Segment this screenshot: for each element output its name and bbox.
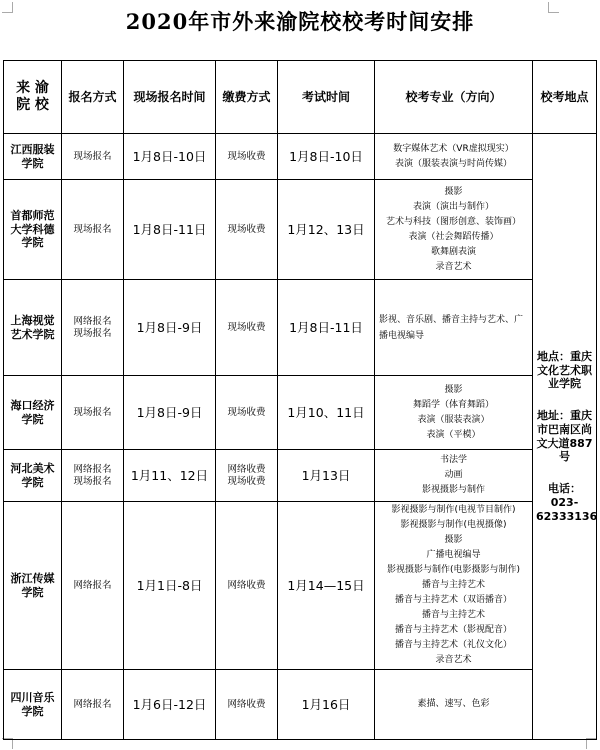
table-row: [4, 376, 597, 450]
fee-method-line: 现场收费: [227, 406, 266, 418]
fee-method-cell: [216, 502, 278, 670]
exam-time-cell: 1月10、11日: [278, 376, 375, 450]
register-method-line: 现场报名: [73, 475, 112, 487]
major-line: 播音与主持艺术: [421, 580, 485, 590]
fee-method-line: 现场收费: [227, 475, 266, 487]
school-name-cell: 四川音乐学院: [4, 670, 62, 740]
major-line: 舞蹈学（体育舞蹈）: [412, 399, 494, 410]
header-fee-method: 缴费方式: [216, 61, 278, 134]
majors-cell: [375, 134, 533, 180]
register-method-cell: [62, 376, 124, 450]
major-line: 摄影: [444, 384, 463, 395]
school-name-cell: 江西服装学院: [4, 134, 62, 180]
onsite-time-cell: 1月1日-8日: [124, 502, 216, 670]
table-row: [4, 450, 597, 502]
register-method-line: 现场报名: [73, 223, 112, 235]
major-line: 影视摄影与制作(电影摄影与制作): [386, 565, 521, 575]
register-method-cell: [62, 280, 124, 376]
header-school: 来 渝 院 校: [4, 61, 62, 134]
major-line: 录音艺术: [435, 261, 472, 272]
spacer: [536, 464, 593, 482]
onsite-time-cell: 1月6日-12日: [124, 670, 216, 740]
major-line: 表演（平模）: [426, 429, 481, 440]
major-line: 播音与主持艺术（礼仪文化）: [394, 640, 512, 650]
major-line: 数字媒体艺术（VR虚拟现实）: [393, 143, 514, 154]
school-name-cell: 首都师范大学科德学院: [4, 180, 62, 280]
onsite-time-cell: 1月8日-11日: [124, 180, 216, 280]
onsite-time-cell: 1月11、12日: [124, 450, 216, 502]
majors-cell: [375, 280, 533, 376]
header-register-method: 报名方式: [62, 61, 124, 134]
major-line: 摄影: [444, 535, 463, 545]
fee-method-line: 网络收费: [227, 579, 266, 591]
school-name-cell: 浙江传媒学院: [4, 502, 62, 670]
fee-method-cell: [216, 280, 278, 376]
register-method-line: 网络报名: [73, 579, 112, 591]
header-location: 校考地点: [533, 61, 597, 134]
exam-time-cell: 1月8日-11日: [278, 280, 375, 376]
major-line: 播音与主持艺术: [421, 610, 485, 620]
register-method-cell: [62, 134, 124, 180]
table-header-row: [4, 61, 597, 134]
school-name-cell: 海口经济学院: [4, 376, 62, 450]
exam-time-cell: 1月12、13日: [278, 180, 375, 280]
table-row: [4, 134, 597, 180]
fee-method-cell: [216, 670, 278, 740]
location-cell: [533, 134, 597, 740]
location-phone: 电话：023-62333136: [536, 482, 598, 523]
register-method-line: 现场报名: [73, 327, 112, 339]
register-method-cell: [62, 670, 124, 740]
location-address: 地址：重庆市巴南区尚文大道887号: [536, 409, 593, 464]
majors-cell: [375, 502, 533, 670]
register-method-line: 现场报名: [73, 150, 112, 162]
major-line: 影视、音乐剧、播音主持与艺术、广播电视编导: [379, 314, 524, 341]
register-method-line: 现场报名: [73, 406, 112, 418]
school-name-cell: 河北美术学院: [4, 450, 62, 502]
major-line: 影视摄影与制作: [421, 485, 485, 495]
fee-method-line: 现场收费: [227, 223, 266, 235]
fee-method-line: 网络收费: [227, 698, 266, 710]
major-line: 歌舞剧表演: [430, 246, 476, 257]
major-line: 影视摄影与制作(电视节目制作): [391, 505, 516, 515]
location-place: 地点：重庆文化艺术职业学院: [537, 349, 592, 391]
register-method-line: 网络报名: [73, 698, 112, 710]
fee-method-cell: [216, 450, 278, 502]
exam-time-cell: 1月13日: [278, 450, 375, 502]
major-line: 录音艺术: [435, 655, 472, 665]
register-method-cell: [62, 502, 124, 670]
fee-method-line: 现场收费: [227, 321, 266, 333]
major-line: 表演（服装表演）: [417, 414, 490, 425]
table-row: [4, 280, 597, 376]
register-method-line: 网络报名: [73, 463, 112, 475]
fee-method-cell: [216, 376, 278, 450]
register-method-cell: [62, 180, 124, 280]
major-line: 书法学: [439, 455, 467, 465]
exam-time-cell: 1月16日: [278, 670, 375, 740]
fee-method-line: 现场收费: [227, 150, 266, 162]
fee-method-cell: [216, 180, 278, 280]
major-line: 广播电视编导: [426, 550, 481, 560]
table-row: [4, 180, 597, 280]
major-line: 播音与主持艺术（双语播音）: [394, 595, 512, 605]
majors-cell: [375, 376, 533, 450]
spacer: [536, 391, 593, 409]
major-line: 表演（社会舞蹈传播）: [408, 231, 499, 242]
register-method-line: 网络报名: [73, 315, 112, 327]
major-line: 艺术与科技（图形创意、装饰画）: [385, 216, 521, 227]
major-line: 摄影: [444, 186, 463, 197]
page-title: 2020年市外来渝院校校考时间安排: [125, 9, 475, 34]
schedule-table: [3, 60, 597, 740]
header-exam-time: 考试时间: [278, 61, 375, 134]
school-name-cell: 上海视觉艺术学院: [4, 280, 62, 376]
table-row: [4, 670, 597, 740]
major-line: 影视摄影与制作(电视摄像): [400, 520, 507, 530]
header-majors: 校考专业（方向）: [375, 61, 533, 134]
fee-method-cell: [216, 134, 278, 180]
majors-cell: [375, 180, 533, 280]
major-line: 素描、速写、色彩: [417, 699, 490, 709]
onsite-time-cell: 1月8日-9日: [124, 280, 216, 376]
major-line: 动画: [444, 470, 463, 480]
onsite-time-cell: 1月8日-9日: [124, 376, 216, 450]
onsite-time-cell: 1月8日-10日: [124, 134, 216, 180]
header-onsite-time: 现场报名时间: [124, 61, 216, 134]
fee-method-line: 网络收费: [227, 463, 266, 475]
exam-time-cell: 1月14—15日: [278, 502, 375, 670]
major-line: 表演（服装表演与时尚传媒）: [394, 158, 512, 169]
majors-cell: [375, 670, 533, 740]
major-line: 表演（演出与制作）: [412, 201, 494, 212]
exam-time-cell: 1月8日-10日: [278, 134, 375, 180]
register-method-cell: [62, 450, 124, 502]
major-line: 播音与主持艺术（影视配音）: [394, 625, 512, 635]
majors-cell: [375, 450, 533, 502]
table-row: [4, 502, 597, 670]
